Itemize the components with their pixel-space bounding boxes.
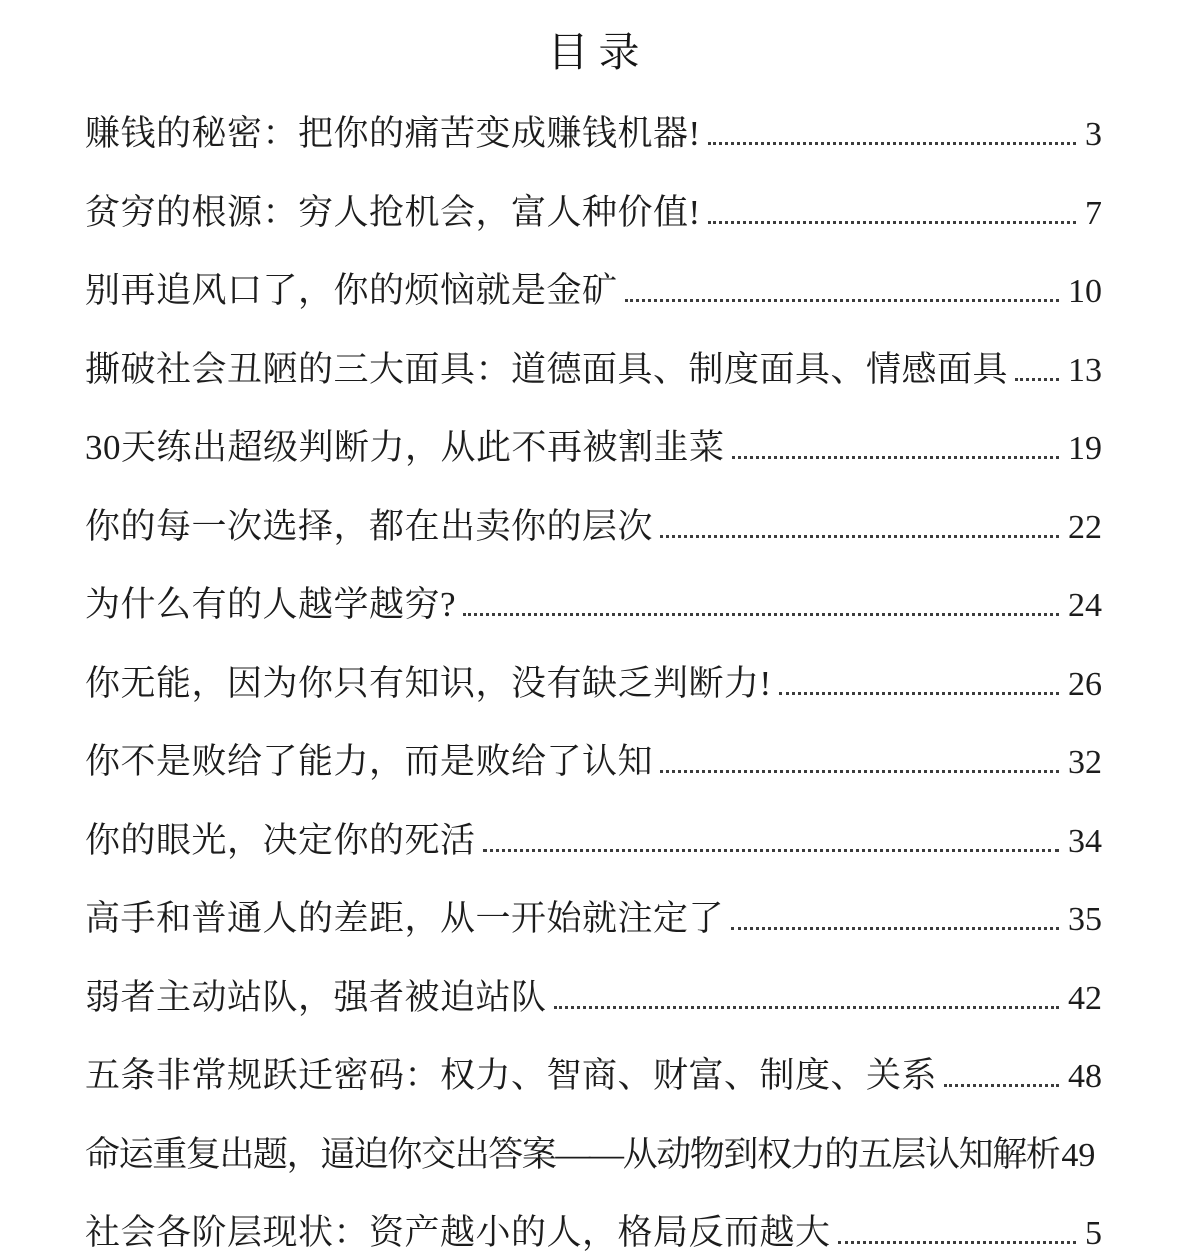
toc-entry xyxy=(85,580,1102,630)
toc-page-number: 22 xyxy=(1068,508,1102,546)
toc-entry xyxy=(85,973,1102,1023)
dotted-leader xyxy=(1015,378,1059,381)
toc-entry-title: 贫穷的根源：穷人抢机会，富人种价值! xyxy=(85,192,701,232)
toc-page-number: 13 xyxy=(1068,351,1102,389)
dotted-leader xyxy=(732,456,1059,459)
toc-entry-title: 你的每一次选择，都在出卖你的层次 xyxy=(85,506,654,546)
toc-entry-title: 弱者主动站队，强者被迫站队 xyxy=(85,977,547,1017)
toc-entry-title: 赚钱的秘密：把你的痛苦变成赚钱机器! xyxy=(85,114,701,153)
toc-entry-title: 为什么有的人越学越穷? xyxy=(85,585,457,624)
toc-page-number: 3 xyxy=(1085,116,1102,153)
dotted-leader xyxy=(660,535,1059,538)
toc-entry xyxy=(85,737,1102,787)
toc-entry-title: 别再追风口了，你的烦恼就是金矿 xyxy=(85,271,618,310)
toc-entry xyxy=(85,816,1102,866)
dotted-leader xyxy=(708,221,1076,224)
toc-page-number: 32 xyxy=(1068,744,1102,781)
toc-page-number: 5 xyxy=(1085,1215,1102,1252)
toc-entry-title: 高手和普通人的差距，从一开始就注定了 xyxy=(85,899,725,938)
toc-entry xyxy=(85,1051,1102,1101)
dotted-leader xyxy=(731,927,1059,930)
dotted-leader xyxy=(944,1084,1059,1087)
toc-page-number: 48 xyxy=(1068,1058,1102,1095)
toc-entry xyxy=(85,1208,1102,1258)
toc-page-number: 35 xyxy=(1068,901,1102,938)
toc-entry-title: 30天练出超级判断力，从此不再被割韭菜 xyxy=(85,428,725,467)
toc-entry xyxy=(85,894,1102,944)
toc-entry xyxy=(85,109,1102,159)
toc-entry xyxy=(85,423,1102,473)
toc-page-number: 42 xyxy=(1068,979,1102,1017)
toc-entry-title: 你的眼光，决定你的死活 xyxy=(85,820,476,860)
page-title: 目录 xyxy=(547,29,650,75)
dotted-leader xyxy=(483,849,1059,852)
dotted-leader xyxy=(625,299,1059,302)
dotted-leader xyxy=(779,692,1059,695)
toc-entry-title: 撕破社会丑陋的三大面具：道德面具、制度面具、情感面具 xyxy=(85,349,1009,389)
toc-page-number: 26 xyxy=(1068,665,1102,703)
toc-page-number: 19 xyxy=(1068,430,1102,467)
toc-page-number: 7 xyxy=(1085,194,1102,232)
dotted-leader xyxy=(708,142,1076,145)
toc-page-number: 49 xyxy=(1061,1136,1096,1174)
toc-entry-title: 你无能，因为你只有知识，没有缺乏判断力! xyxy=(85,663,772,703)
toc-entry xyxy=(85,502,1102,552)
toc-entry-title: 你不是败给了能力，而是败给了认知 xyxy=(85,742,654,781)
dotted-leader xyxy=(660,770,1059,773)
dotted-leader xyxy=(463,613,1059,616)
toc-entry xyxy=(85,188,1102,238)
toc-entry-title: 社会各阶层现状：资产越小的人，格局反而越大 xyxy=(85,1213,831,1252)
toc-entry xyxy=(85,266,1102,316)
dotted-leader xyxy=(554,1006,1059,1009)
toc-entry xyxy=(85,1130,1102,1180)
toc-entry xyxy=(85,345,1102,395)
toc-entry xyxy=(85,659,1102,709)
toc-entry-title: 命运重复出题，逼迫你交出答案——从动物到权力的五层认知解析 xyxy=(85,1134,1060,1174)
toc-page-number: 10 xyxy=(1068,273,1102,310)
dotted-leader xyxy=(838,1241,1076,1244)
toc-page-number: 24 xyxy=(1068,587,1102,624)
toc-page-number: 34 xyxy=(1068,822,1102,860)
toc-list xyxy=(85,109,1102,1258)
toc-entry-title: 五条非常规跃迁密码：权力、智商、财富、制度、关系 xyxy=(85,1056,938,1095)
